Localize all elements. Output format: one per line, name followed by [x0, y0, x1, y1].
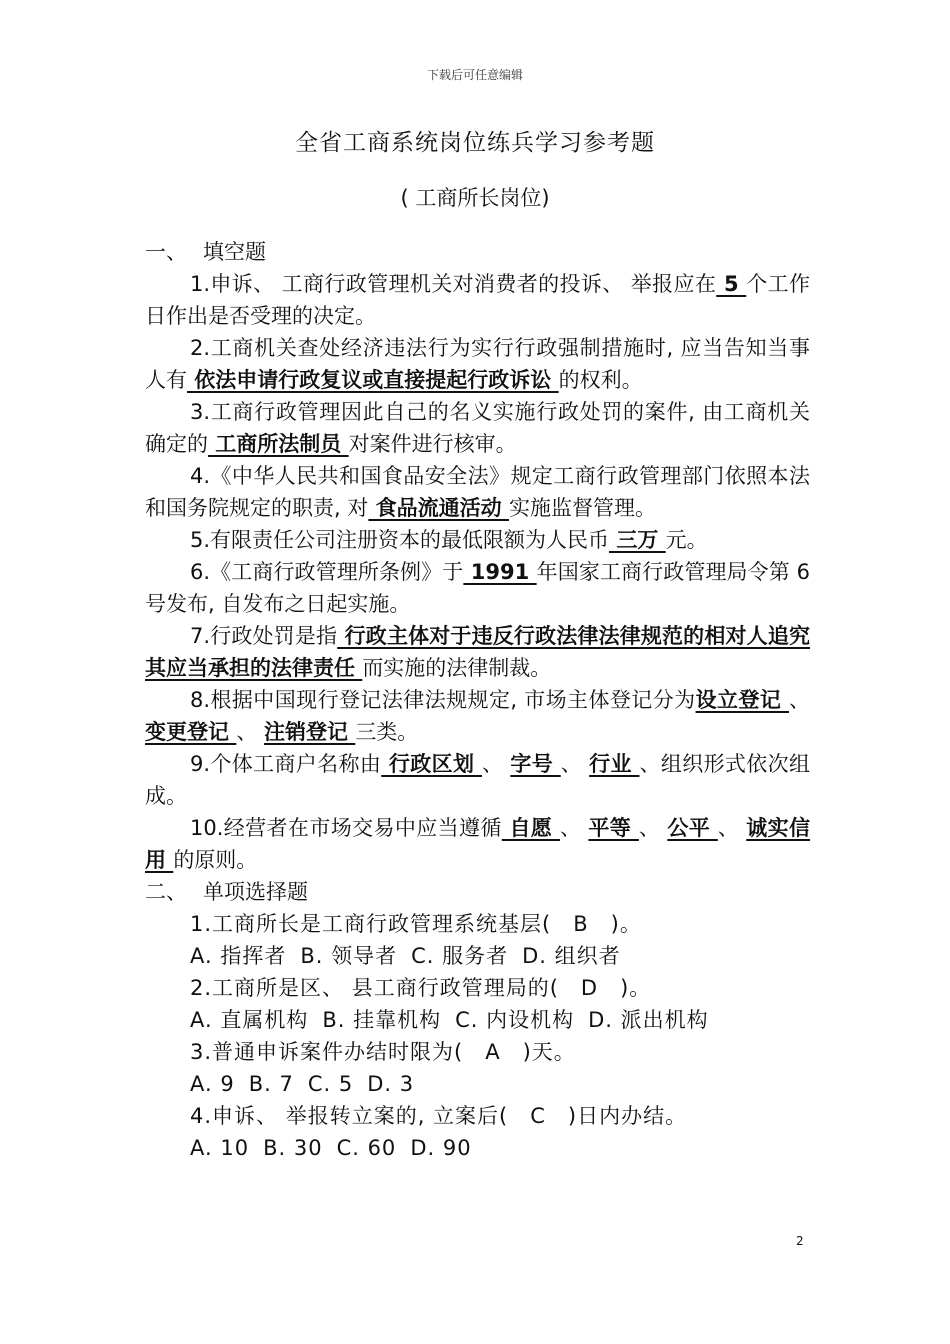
answer-blank: 三万 — [609, 528, 666, 552]
answer-blank: 公平 — [667, 816, 718, 840]
choice-options-2: A. 直属机构 B. 挂靠机构 C. 内设机构 D. 派出机构 — [190, 1008, 709, 1032]
question-2: 2.工商机关查处经济违法行为实行行政强制措施时, 应当告知当事人有 依法申请行政复议或直接提起行政诉讼 的权利。 — [145, 336, 810, 392]
question-6: 6.《工商行政管理所条例》于 1991 年国家工商行政管理局令第 6 号发布, 自发布之日起实施。 — [145, 560, 810, 616]
question-7: 7.行政处罚是指 行政主体对于违反行政法律法律规范的相对人追究其应当承担的法律责任 而实施的法律制裁。 — [145, 624, 810, 680]
answer-blank: 注销登记 — [264, 720, 356, 744]
answer-blank: 工商所法制员 — [208, 432, 349, 456]
answer-blank: 变更登记 — [145, 720, 237, 744]
question-10: 10.经营者在市场交易中应当遵循 自愿 、 平等 、 公平 、 诚实信用 的原则。 — [145, 816, 811, 872]
page-number: 2 — [796, 1234, 804, 1248]
answer-blank: 诚实信用 — [145, 816, 811, 872]
question-9: 9.个体工商户名称由 行政区划 、 字号 、 行业 、组织形式依次组成。 — [145, 752, 810, 808]
choice-question-1: 1.工商所长是工商行政管理系统基层( B )。 — [190, 912, 642, 936]
answer-blank: 依法申请行政复议或直接提起行政诉讼 — [187, 368, 559, 392]
choice-options-4: A. 10 B. 30 C. 60 D. 90 — [190, 1136, 472, 1160]
answer-blank: 5 — [716, 272, 747, 296]
choice-question-2: 2.工商所是区、 县工商行政管理局的( D )。 — [190, 976, 652, 1000]
question-1: 1.申诉、 工商行政管理机关对消费者的投诉、 举报应在 5 个工作日作出是否受理的决定。 — [145, 272, 811, 328]
section-heading-single-choice: 二、 单项选择题 — [145, 880, 308, 904]
question-5: 5.有限责任公司注册资本的最低限额为人民币 三万 元。 — [190, 528, 708, 552]
choice-options-1: A. 指挥者 B. 领导者 C. 服务者 D. 组织者 — [190, 944, 621, 968]
answer-blank: 行政主体对于违反行政法律法律规范的相对人追究其应当承担的法律责任 — [145, 624, 810, 680]
answer-blank: 行业 — [589, 752, 640, 776]
choice-question-3: 3.普通申诉案件办结时限为( A )天。 — [190, 1040, 576, 1064]
answer-blank: 设立登记 — [695, 688, 789, 712]
question-8: 8.根据中国现行登记法律法规规定, 市场主体登记分为设立登记 、 变更登记 、 注销登记 三类。 — [145, 688, 810, 744]
choice-options-3: A. 9 B. 7 C. 5 D. 3 — [190, 1072, 415, 1096]
document-subtitle: ( 工商所长岗位) — [400, 186, 550, 210]
choice-question-4: 4.申诉、 举报转立案的, 立案后( C )日内办结。 — [190, 1104, 688, 1128]
question-3: 3.工商行政管理因此自己的名义实施行政处罚的案件, 由工商机关确定的 工商所法制员 对案件进行核审。 — [145, 400, 810, 456]
answer-blank: 自愿 — [501, 816, 560, 840]
document-title: 全省工商系统岗位练兵学习参考题 — [295, 130, 655, 156]
page-header: 下载后可任意编辑 — [426, 68, 523, 82]
section-heading-fill-in: 一、 填空题 — [145, 240, 266, 264]
answer-blank: 1991 — [463, 560, 537, 584]
answer-blank: 食品流通活动 — [368, 496, 509, 520]
answer-blank: 字号 — [510, 752, 561, 776]
document-body — [145, 236, 810, 1164]
question-4: 4.《中华人民共和国食品安全法》规定工商行政管理部门依照本法和国务院规定的职责, 对 食品流通活动 实施监督管理。 — [145, 464, 810, 520]
answer-blank: 行政区划 — [381, 752, 482, 776]
answer-blank: 平等 — [588, 816, 639, 840]
